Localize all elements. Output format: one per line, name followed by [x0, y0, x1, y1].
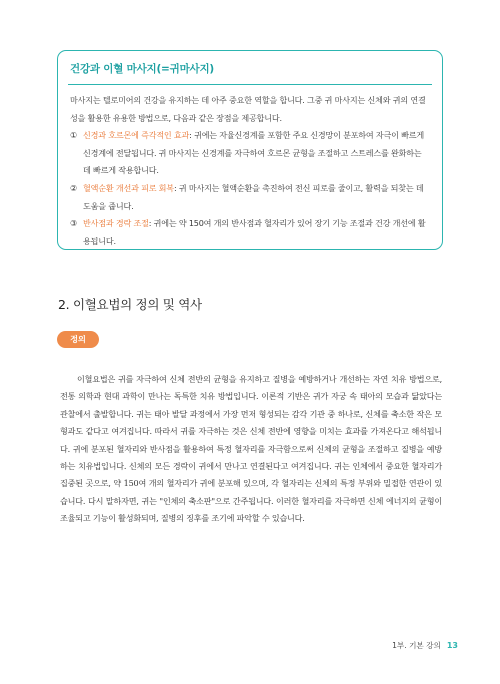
item-highlight: 신경과 호르몬에 즉각적인 효과	[83, 130, 190, 141]
list-item	[70, 215, 430, 250]
list-item	[70, 127, 430, 180]
info-box	[57, 50, 443, 250]
item-number: ③	[70, 218, 78, 229]
item-highlight: 혈액순환 개선과 피로 회복	[83, 182, 174, 193]
box-divider	[68, 84, 432, 85]
box-intro: 마사지는 텔로미어의 건강을 유지하는 데 아주 중요한 역할을 합니다. 그중 귀 마사지는 신체와 귀의 연결성을 활용한 유용한 방법으로, 다음과 같은 장점을 제공합니다.	[70, 95, 426, 123]
section-heading: 2. 이혈요법의 정의 및 역사	[58, 297, 202, 312]
item-number: ②	[70, 182, 78, 193]
definition-tag: 정의	[57, 331, 99, 348]
box-body	[70, 92, 430, 250]
footer-label: 1부. 기본 강의	[392, 641, 441, 650]
item-highlight: 반사점과 경락 조절	[83, 218, 149, 229]
box-title: 건강과 이혈 마사지(=귀마사지)	[70, 63, 215, 75]
body-paragraph: 이혈요법은 귀를 자극하여 신체 전반의 균형을 유지하고 질병을 예방하거나 개선하는 자연 치유 방법으로, 전통 의학과 현대 과학이 만나는 독특한 치유 방법입니다. 이론적 기반은 귀가 자궁 속 태아의 모습과 닮았다는 관찰에서 출발합니다. 귀는 태아 발달 과정에서 가장 먼저 형성되는 감각 기관 중 하나로, 신체를 축소한 작은 모형과도 같다고 여겨집니다. 따라서 귀를 자극하는 것은 신체 전반에 영향을 미치는 효과를 가져온다고 해석됩니다. 귀에 분포된 혈자리와 반사점을 활용하여 특정 혈자리를 자극함으로써 신체의 균형을 조절하고 질병을 예방하는 치유법입니다. 신체의 모든 경락이 귀에서 만나고 연결된다고 여겨집니다. 귀는 인체에서 중요한 혈자리가 집중된 곳으로, 약 150여 개의 혈자리가 귀에 분포해 있으며, 각 혈자리는 신체의 특정 부위와 밀접한 연관이 있습니다. 다시 말하자면, 귀는 "인체의 축소판"으로 간주됩니다. 이러한 혈자리를 자극하면 신체 에너지의 균형이 조율되고 기능이 활성화되며, 질병의 징후를 조기에 파악할 수 있습니다.	[60, 374, 442, 524]
item-text: : 귀에는 약 150여 개의 반사점과 혈자리가 있어 장기 기능 조절과 건강 개선에 활용됩니다.	[83, 218, 426, 246]
item-text: : 귀에는 자율신경계를 포함한 주요 신경망이 분포하여 자극이 빠르게 신경계에 전달됩니다. 귀 마사지는 신경계를 자극하여 호르몬 균형을 조절하고 스트레스를 완화하는 데 빠르게 작용합니다.	[83, 130, 425, 176]
item-number: ①	[70, 130, 78, 141]
page-footer	[392, 640, 458, 651]
list-item	[70, 180, 430, 215]
item-text: : 귀 마사지는 혈액순환을 촉진하여 전신 피로를 줄이고, 활력을 되찾는 데 도움을 줍니다.	[83, 182, 424, 211]
page-number: 13	[446, 641, 458, 650]
